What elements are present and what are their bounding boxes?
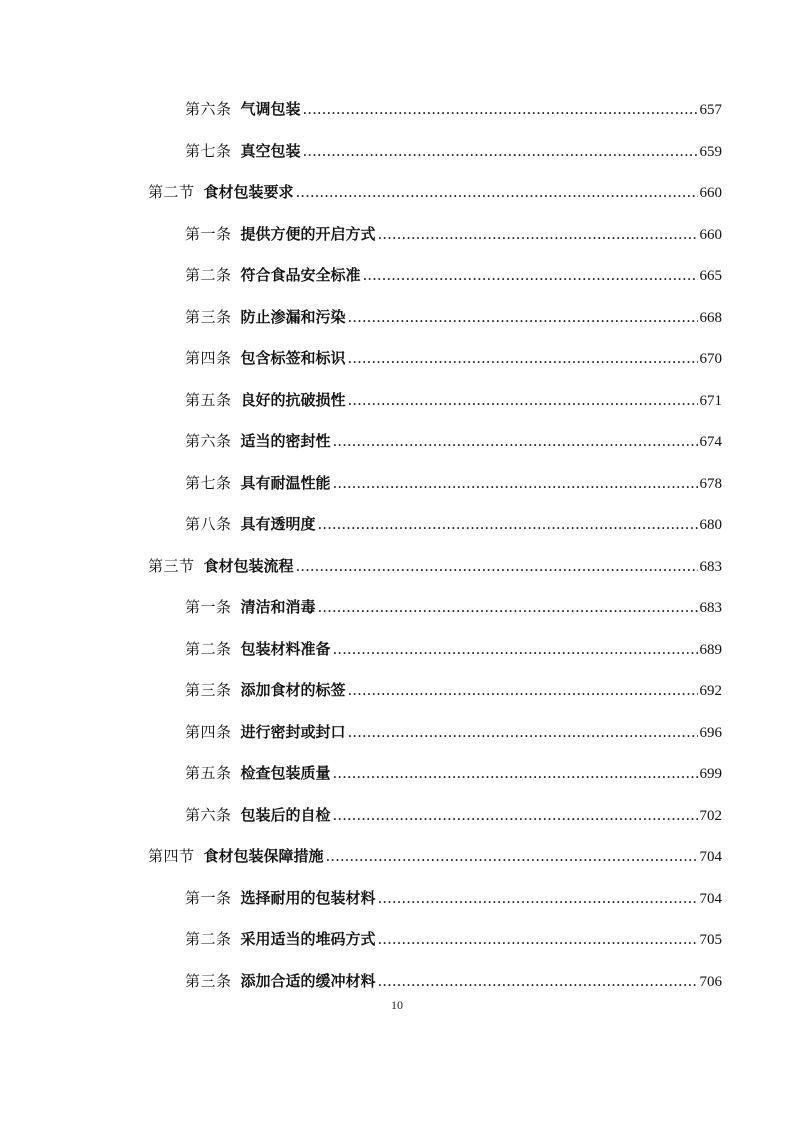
toc-entry-title: 采用适当的堆码方式	[240, 930, 376, 948]
toc-entry[interactable]	[0, 387, 794, 429]
toc-entry-title: 提供方便的开启方式	[240, 224, 376, 243]
dot-leader	[333, 428, 698, 454]
toc-entry[interactable]	[0, 428, 794, 470]
toc-section-entry[interactable]	[0, 553, 794, 595]
toc-entry-title: 真空包装	[240, 141, 301, 160]
toc-entry-title: 包装后的自检	[240, 805, 331, 824]
toc-entry-page: 683	[699, 600, 722, 616]
dot-leader	[333, 636, 698, 662]
toc-entry-number: 第四条	[185, 722, 232, 741]
toc-entry-title: 适当的密封性	[240, 432, 331, 450]
toc-entry-page: 657	[699, 102, 722, 118]
toc-entry-title: 食材包装要求	[203, 183, 294, 201]
toc-entry-page: 702	[699, 807, 722, 824]
toc-entry-number: 第一条	[185, 598, 232, 616]
dot-leader	[296, 179, 698, 205]
toc-entry-title: 防止渗漏和污染	[240, 307, 346, 326]
toc-entry-number: 第一条	[185, 224, 232, 243]
toc-entry[interactable]	[0, 221, 794, 263]
dot-leader	[378, 885, 698, 911]
dot-leader	[333, 470, 698, 496]
toc-entry-page: 660	[699, 185, 722, 201]
dot-leader	[318, 511, 698, 537]
toc-entry-page: 696	[699, 724, 722, 741]
toc-entry-title: 检查包装质量	[240, 764, 331, 782]
toc-entry-title: 良好的抗破损性	[240, 390, 346, 409]
dot-leader	[303, 96, 698, 122]
toc-entry-page: 692	[699, 683, 722, 699]
toc-entry-number: 第二条	[185, 266, 232, 284]
toc-entry-page: 704	[699, 890, 722, 907]
toc-entry[interactable]	[0, 926, 794, 968]
toc-entry-number: 第六条	[185, 100, 232, 118]
table-of-contents	[0, 96, 794, 1009]
toc-entry-number: 第八条	[185, 515, 232, 533]
dot-leader	[348, 345, 698, 371]
toc-entry-page: 706	[699, 973, 722, 990]
dot-leader	[378, 221, 698, 247]
dot-leader	[303, 138, 698, 164]
toc-entry-page: 668	[699, 309, 722, 326]
toc-entry-number: 第七条	[185, 141, 232, 160]
toc-entry[interactable]	[0, 304, 794, 346]
toc-entry-title: 进行密封或封口	[240, 722, 346, 741]
toc-entry[interactable]	[0, 636, 794, 678]
dot-leader	[348, 677, 698, 703]
toc-entry-number: 第三条	[185, 971, 232, 990]
toc-entry-number: 第三节	[148, 556, 195, 575]
toc-entry-number: 第四条	[185, 349, 232, 367]
toc-entry[interactable]	[0, 511, 794, 553]
toc-entry[interactable]	[0, 138, 794, 180]
toc-entry-number: 第二节	[148, 183, 195, 201]
toc-entry[interactable]	[0, 594, 794, 636]
dot-leader	[378, 926, 698, 952]
toc-entry-number: 第三条	[185, 681, 232, 699]
toc-entry-title: 气调包装	[240, 100, 301, 118]
toc-entry-title: 食材包装流程	[203, 556, 294, 575]
toc-entry-number: 第一条	[185, 888, 232, 907]
toc-entry-title: 添加食材的标签	[240, 681, 346, 699]
toc-entry-title: 添加合适的缓冲材料	[240, 971, 376, 990]
toc-entry-title: 符合食品安全标准	[240, 266, 361, 284]
toc-entry-page: 671	[699, 392, 722, 409]
toc-entry-title: 食材包装保障措施	[203, 847, 324, 865]
toc-entry-page: 660	[699, 226, 722, 243]
toc-entry-number: 第六条	[185, 432, 232, 450]
toc-entry-number: 第四节	[148, 847, 195, 865]
toc-entry-number: 第七条	[185, 473, 232, 492]
dot-leader	[318, 594, 698, 620]
toc-entry-page: 659	[699, 143, 722, 160]
toc-entry-page: 683	[699, 558, 722, 575]
toc-entry[interactable]	[0, 719, 794, 761]
toc-entry-title: 包含标签和标识	[240, 349, 346, 367]
toc-entry-title: 具有耐温性能	[240, 473, 331, 492]
toc-entry[interactable]	[0, 470, 794, 512]
toc-entry-number: 第五条	[185, 390, 232, 409]
toc-section-entry[interactable]	[0, 843, 794, 885]
toc-entry-number: 第二条	[185, 639, 232, 658]
dot-leader	[348, 304, 698, 330]
dot-leader	[348, 387, 698, 413]
toc-entry[interactable]	[0, 262, 794, 304]
toc-entry-title: 包装材料准备	[240, 639, 331, 658]
toc-entry-page: 699	[699, 766, 722, 782]
dot-leader	[326, 843, 698, 869]
toc-entry-title: 具有透明度	[240, 515, 316, 533]
toc-entry-page: 670	[699, 351, 722, 367]
toc-entry-title: 选择耐用的包装材料	[240, 888, 376, 907]
toc-entry-number: 第三条	[185, 307, 232, 326]
toc-entry-page: 680	[699, 517, 722, 533]
toc-entry-number: 第六条	[185, 805, 232, 824]
toc-entry-number: 第五条	[185, 764, 232, 782]
toc-section-entry[interactable]	[0, 179, 794, 221]
toc-entry[interactable]	[0, 885, 794, 927]
toc-entry-page: 705	[699, 932, 722, 948]
page-number: 10	[391, 998, 403, 1012]
toc-entry-number: 第二条	[185, 930, 232, 948]
toc-entry-title: 清洁和消毒	[240, 598, 316, 616]
toc-entry-page: 665	[699, 268, 722, 284]
toc-entry[interactable]	[0, 802, 794, 844]
dot-leader	[296, 553, 698, 579]
toc-entry-page: 674	[699, 434, 722, 450]
dot-leader	[363, 262, 698, 288]
toc-entry[interactable]	[0, 345, 794, 387]
dot-leader	[333, 802, 698, 828]
toc-entry[interactable]	[0, 760, 794, 802]
dot-leader	[333, 760, 698, 786]
toc-entry[interactable]	[0, 96, 794, 138]
toc-entry-page: 678	[699, 475, 722, 492]
toc-entry-page: 689	[699, 641, 722, 658]
dot-leader	[378, 968, 698, 994]
toc-entry-page: 704	[699, 849, 722, 865]
toc-entry[interactable]	[0, 677, 794, 719]
dot-leader	[348, 719, 698, 745]
